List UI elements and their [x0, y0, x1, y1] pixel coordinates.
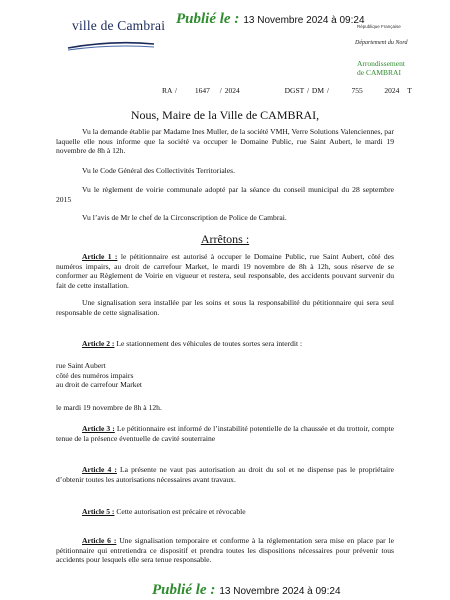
arrondissement-line-2: de CAMBRAI [357, 67, 401, 77]
department-label: Département du Nord [355, 40, 408, 46]
article-2-location-landmark: au droit de carrefour Market [56, 380, 143, 390]
article-6-label: Article 6 : [82, 536, 117, 545]
article-4-text: La présente ne vaut pas autorisation au droit du sol et ne dispense pas le propriétaire d’obtenir toutes les autorisations nécessaires avant travaux. [56, 465, 395, 484]
vu-reglement: Vu le règlement de voirie communale adopté par la séance du conseil municipal du 28 septembre 2015 [56, 185, 394, 204]
arrondissement-line-1: Arrondissement [357, 59, 405, 68]
published-stamp-bottom [152, 581, 341, 599]
article-2-location-side: côté des numéros impairs [56, 370, 134, 380]
article-4 [56, 465, 394, 484]
published-date: 13 Novembre 2024 à 09:24 [243, 15, 365, 26]
article-2-location-street: rue Saint Aubert [56, 361, 106, 370]
arretons-heading: Arrêtons : [200, 232, 250, 246]
vu-avis-police: Vu l’avis de Mr le chef de la Circonscription de Police de Cambrai. [82, 213, 287, 222]
article-3-text: Le pétitionnaire est informé de l’instabilité potentielle de la chaussée et du trottoir, compte tenue de la présence éventuelle de cavité souterraine [56, 424, 394, 443]
article-6-text: Une signalisation temporaire et conforme à la réglementation sera mise en place par le pétitionnaire qui entretiendra ce dispositif et prendra toutes les dispositions nécessaires pour prévenir tous accidents pour lesquels elle sera tenue responsable. [56, 536, 394, 565]
ref-service: DGST / DM / [284, 86, 329, 95]
article-5 [56, 507, 394, 517]
article-2-location [56, 361, 142, 390]
published-label-bottom: Publié le : [152, 582, 216, 598]
article-6 [56, 536, 394, 565]
ref-year: 2024 [384, 86, 400, 95]
ref-suffix: T [407, 86, 412, 95]
city-logo-swoosh [66, 38, 156, 52]
published-stamp-top [176, 10, 365, 28]
published-date-bottom: 13 Novembre 2024 à 09:24 [219, 586, 341, 597]
article-1-paragraph-2: Une signalisation sera installée par les soins et sous la responsabilité du pétitionnaire qui sera seul responsable de cette signalisation. [56, 298, 394, 317]
article-5-label: Article 5 : [82, 507, 115, 516]
article-3 [56, 424, 394, 443]
article-5-text: Cette autorisation est précaire et révocable [114, 507, 246, 516]
article-1 [56, 252, 394, 291]
article-2-label: Article 2 : [82, 339, 115, 348]
republic-label: République Française [357, 24, 401, 29]
document-title: Nous, Maire de la Ville de CAMBRAI, [130, 108, 320, 122]
ref-ra: RA / [162, 86, 177, 95]
article-1-label: Article 1 : [82, 252, 118, 261]
ref-code: 755 [351, 86, 363, 95]
article-2-text: Le stationnement des véhicules de toutes sortes sera interdit : [114, 339, 303, 348]
arrondissement-label [357, 60, 405, 77]
reference-line [162, 86, 412, 95]
city-logo-text: ville de Cambrai [72, 18, 166, 33]
article-3-label: Article 3 : [82, 424, 115, 433]
ref-year-sep: / 2024 [219, 86, 240, 95]
article-2-date: le mardi 19 novembre de 8h à 12h. [56, 403, 162, 412]
article-1-text: le pétitionnaire est autorisé à occuper le Domaine Public, rue Saint Aubert, côté des numéros impairs, au droit de carrefour Market, le mardi 19 novembre de 8h à 12h, sous réserve de se conformer au Règlement de Voirie en vigueur et restera, seul responsable, des accidents pouvant survenir du fait de cette installation. [56, 252, 395, 290]
vu-code-general: Vu le Code Général des Collectivités Territoriales. [82, 166, 236, 175]
article-2 [56, 339, 394, 349]
published-label: Publié le : [176, 11, 240, 27]
vu-demande: Vu la demande établie par Madame Ines Muller, de la société VMH, Verre Solutions Valenciennes, par laquelle elle nous informe que la société va occuper le Domaine Public, rue Saint Aubert, le mardi 19 novembre de 8h à 12h. [56, 127, 394, 156]
article-4-label: Article 4 : [82, 465, 117, 474]
ref-number: 1647 [194, 86, 210, 95]
